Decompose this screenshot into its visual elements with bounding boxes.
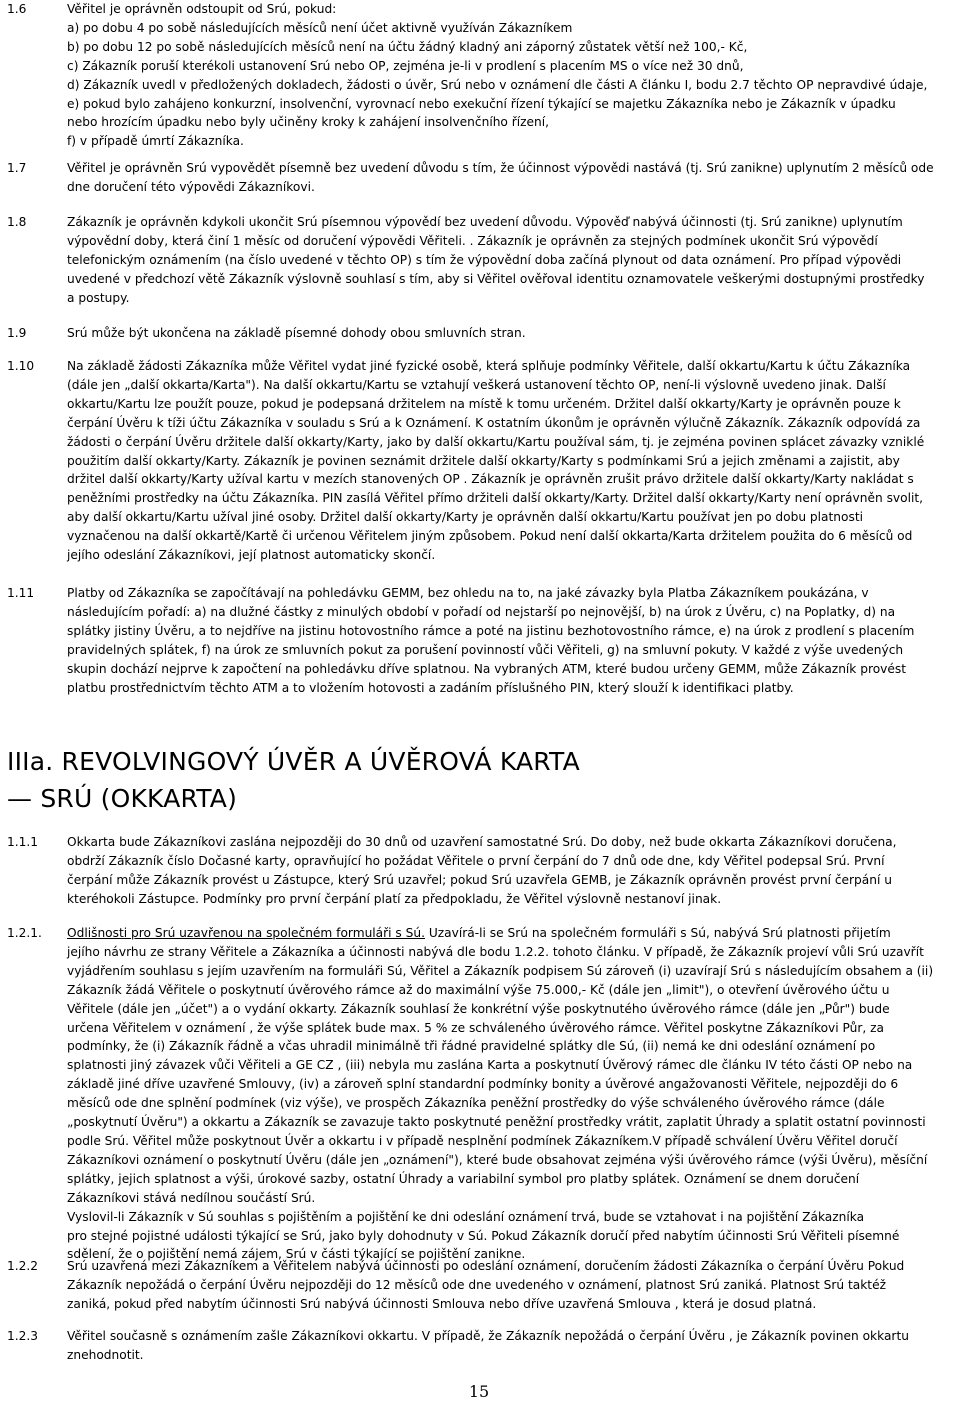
text-line: platbu prostřednictvím těchto ATM a to vložením hotovosti a zadáním příslušného PIN, který slouží k identifikaci platby. xyxy=(67,680,794,695)
text-line: Srú uzavřená mezi Zákazníkem a Věřitelem nabývá účinnosti po odeslání oznámení, doručením žádosti Zákazníka o čerpání Úvěru Pokud xyxy=(67,1259,905,1273)
section-number: 1.9 xyxy=(7,326,27,340)
section-1-2-3 xyxy=(0,1327,958,1365)
text-line: skupin dochází nejprve k započtení na pohledávku dříve splatnou. Na vybraných ATM, které budou určeny GEMM, může Zákazník provést xyxy=(67,661,907,676)
section-number: 1.2.3 xyxy=(7,1329,39,1343)
text-line: měsíců ode dne splnění podmínek (viz výše), ve prospěch Zákazníka peněžní prostředky do výše schváleného úvěrového rámce (dále xyxy=(67,1096,885,1111)
section-1-9 xyxy=(0,324,958,343)
text-line: znehodnotit. xyxy=(67,1347,144,1362)
section-1-2-1 xyxy=(0,924,958,1264)
text-line: podmínky, že (i) Zákazník řádně a včas uhradil minimálně tři řádné pravidelné splátky dle Sú, (ii) nemá ke dni odeslání oznámení po xyxy=(67,1039,876,1054)
text-line: určena Věřitelem v oznámení , že výše splátek bude max. 5 % ze schváleného úvěrového rámce. Věřitel poskytne Zákazníkovi Půr, za xyxy=(67,1020,885,1035)
section-1-2-2 xyxy=(0,1257,958,1314)
text-line: žádosti o čerpání Úvěru držitele další okkarty/Karty, jako by další okkartu/Kartu používal sám, tj. je zejména povinen splácet závazky vzniklé xyxy=(67,434,925,449)
text-line: c) Zákazník poruší kterékoli ustanovení Srú nebo OP, zejména je-li v prodlení s placením MS o více než 30 dnů, xyxy=(67,58,744,73)
text-line: splátky, jejich splatnost a výši, úrokové sazby, ostatní Úhrady a variabilní symbol pro platby splátek. Oznámení se dnem doručení xyxy=(67,1171,860,1186)
section-text xyxy=(67,584,954,697)
text-line: výpovědní doby, která činí 1 měsíc od doručení výpovědi Věřiteli. . Zákazník je oprávněn za stejných podmínek ukončit Srú výpovědí xyxy=(67,233,878,248)
section-text xyxy=(67,0,954,151)
text-line: použitím další okkarty/Karty. Zákazník je povinen seznámit držitele další okkarty/Karty s podmínkami Srú a jejich změnami a zajistit, aby xyxy=(67,453,900,468)
section-heading-line-1: IIIa. REVOLVINGOVÝ ÚVĚR A ÚVĚROVÁ KARTA xyxy=(7,747,580,776)
section-number: 1.8 xyxy=(7,215,27,229)
text-line: Na základě žádosti Zákazníka může Věřitel vydat jiné fyzické osobě, která splňuje podmínky Věřitele, další okkartu/Kartu k účtu Zákazníka xyxy=(67,359,911,373)
text-line: Věřitel je oprávněn odstoupit od Srú, pokud: xyxy=(67,2,337,16)
text-line: Vyslovil-li Zákazník v Sú souhlas s pojištěním a pojištění ke dni odeslání oznámení trvá, bude se vztahovat i na pojištění Zákazníka xyxy=(67,1209,865,1224)
section-text xyxy=(67,1257,954,1314)
text-line: Zákazník je oprávněn kdykoli ukončit Srú písemnou výpovědí bez uvedení důvodu. Výpověď nabývá účinnosti (tj. Srú zanikne) uplynutím xyxy=(67,215,903,229)
text-line: Věřitel současně s oznámením zašle Zákazníkovi okkartu. V případě, že Zákazník nepožádá o čerpání Úvěru , je Zákazník povinen okkartu xyxy=(67,1329,909,1343)
text-line: kteréhokoli Zástupce. Podmínky pro první čerpání platí za předpokladu, že Věřitel výslovně nestanoví jinak. xyxy=(67,891,722,906)
text-line: aby další okkartu/Kartu užíval jiné osoby. Držitel další okkarty/Karty je oprávněn další okkartu/Kartu používat jen po dobu platnosti xyxy=(67,510,863,525)
text-line: následujícím pořadí: a) na dlužné částky z minulých období v pořadí od nejstarší po nejnovější, b) na úrok z Úvěru, c) na Poplatky, d) na xyxy=(67,604,896,619)
text-line: peněžními prostředky na účtu Zákazníka. PIN zasílá Věřitel přímo držiteli další okkarty/Karty. Držitel další okkarty/Karty není oprávněn svolit, xyxy=(67,491,924,506)
section-text xyxy=(67,1327,954,1365)
section-1-1-1 xyxy=(0,833,958,909)
text-line: splatnosti jiný závazek vůči Věřiteli a GE CZ , (iii) nebyla mu zaslána Karta a poskytnutí Úvěrový rámec dle článku IV této části OP nebo na xyxy=(67,1058,913,1073)
text-line: pro stejné pojistné události týkající se Srú, jako byly dohodnuty v Sú. Pokud Zákazník doručí před nabytím účinnosti Srú Věřiteli písemné xyxy=(67,1228,900,1243)
section-heading-line-2: — SRÚ (OKKARTA) xyxy=(7,784,238,813)
text-line: Odlišnosti pro Srú uzavřenou na společném formuláři s Sú. Uzavírá-li se Srú na společném formuláři s Sú, nabývá Srú platnosti přijetím xyxy=(67,926,891,940)
section-text xyxy=(67,833,954,909)
text-line: podle Srú. Věřitel může poskytnout Úvěr a okkartu i v případě nesplnění podmínek Zákazníkem.V případě schválení Úvěru Věřitel doručí xyxy=(67,1133,898,1148)
text-line: zaniká, pokud před nabytím účinnosti Srú nabývá účinnosti Smlouva nebo dříve uzavřená Smlouva , která je dosud platná. xyxy=(67,1296,817,1311)
text-line: jejího návrhu ze strany Věřitele a Zákazníka a účinnosti nabývá dle bodu 1.2.2. tohoto článku. V případě, že Zákazník projeví vůli Srú uzavřít xyxy=(67,944,924,959)
text-line: f) v případě úmrtí Zákazníka. xyxy=(67,134,244,149)
section-number: 1.2.2 xyxy=(7,1259,39,1273)
text-line: b) po dobu 12 po sobě následujících měsíců není na účtu žádný kladný ani záporný zůstatek větší než 100,- Kč, xyxy=(67,39,748,54)
text-line: Zákazník nepožádá o čerpání Úvěru nejpozději do 12 měsíců ode dne uvedeného v oznámení, platnost Srú zaniká. Platnost Srú taktéž xyxy=(67,1277,886,1292)
underlined-heading: Odlišnosti pro Srú uzavřenou na společném formuláři s Sú. xyxy=(67,926,425,940)
section-text xyxy=(67,324,954,343)
text-line: vyjádřením souhlasu s jejím uzavřením na formuláři Sú, Věřitel a Zákazník podpisem Sú zároveň (i) uzavírají Srú s následujícím obsahem a (ii) xyxy=(67,963,934,978)
text-line: „poskytnutí Úvěru") a okkartu a Zákazník se zavazuje takto poskytnuté peněžní prostředky vrátit, zaplatit Úhrady a splatit ostatní povinnosti xyxy=(67,1115,926,1130)
text-line: držitel další okkarty/Karty užíval kartu v mezích stanovených OP . Zákazník je oprávněn zrušit právo držitele další okkarty/Karty nakládat s xyxy=(67,472,914,487)
text-line: Věřitele (dále jen „účet") a o vydání okkarty. Zákazník souhlasí že konkrétní výše poskytnutého úvěrového rámce (dále jen „Půr") bude xyxy=(67,1001,890,1016)
section-number: 1.10 xyxy=(7,359,35,373)
section-1-11 xyxy=(0,584,958,697)
text-line: nebo hrozícím úpadku nebo byly učiněny kroky k zahájení insolvenčního řízení, xyxy=(67,115,550,130)
text-line: okkartu/Kartu lze použít pouze, pokud je podepsaná držitelem na místě k tomu určeném. Držitel další okkarty/Karty je oprávněn pouze k xyxy=(67,396,901,411)
text-line: vyznačenou na další okkartě/Kartě či určenou Věřitelem jiným způsobem. Pokud není další okkarta/Karta držitelem použita do 6 měsíců od xyxy=(67,529,913,544)
text-line: pravidelných splátek, f) na úrok ze smluvních pokut za porušení povinností vůči Věřiteli, g) na smluvní pokuty. V každé z výše uvedených xyxy=(67,642,904,657)
text-line: telefonickým oznámením (na číslo uvedené v těchto OP) s tím že výpovědní doba začíná plynout od data oznámení. Pro případ výpovědi xyxy=(67,252,902,267)
text-line: čerpání Úvěru k tíži účtu Zákazníka v souladu s Srú a k Oznámení. K ostatním úkonům je oprávněn výlučně Zákazník. Zákazník odpovídá za xyxy=(67,415,921,430)
section-1-7 xyxy=(0,159,958,197)
section-text xyxy=(67,357,954,565)
text-line: Věřitel je oprávněn Srú vypovědět písemně bez uvedení důvodu s tím, že účinnost výpovědi nastává (tj. Srú zanikne) uplynutím 2 měsíců ode xyxy=(67,161,934,175)
text-line: Zákazníkovi oznámení o poskytnutí Úvěru (dále jen „oznámení"), které bude obsahovat zejména výši úvěrového rámce (výši Úvěru), měsíční xyxy=(67,1152,928,1167)
text-line: (dále jen „další okkarta/Karta"). Na další okkartu/Kartu se vztahují veškerá ustanovení těchto OP, není-li výslovně uvedeno jinak. Další xyxy=(67,377,886,392)
text-line: Zákazníkovi stává nedílnou součástí Srú. xyxy=(67,1190,316,1205)
section-text xyxy=(67,159,954,197)
text-line: a) po dobu 4 po sobě následujících měsíců není účet aktivně využíván Zákazníkem xyxy=(67,20,573,35)
section-number: 1.6 xyxy=(7,2,27,16)
section-number: 1.11 xyxy=(7,586,35,600)
text-line: e) pokud bylo zahájeno konkurzní, insolvenční, vyrovnací nebo exekuční řízení týkající se majetku Zákazníka nebo je Zákazník v úpadku xyxy=(67,96,896,111)
text-line: a postupy. xyxy=(67,290,130,305)
text-line: Okkarta bude Zákazníkovi zaslána nejpozději do 30 dnů od uzavření samostatné Srú. Do doby, než bude okkarta Zákazníkovi doručena, xyxy=(67,835,897,849)
text-line: Srú může být ukončena na základě písemné dohody obou smluvních stran. xyxy=(67,326,526,340)
text-line: uvedené v předchozí větě Zákazník výslovně souhlasí s tím, aby si Věřitel ověřoval identitu oznamovatele veškerými dostupnými prostředky xyxy=(67,271,925,286)
text-line: jejího odeslání Zákazníkovi, její platnost automaticky skončí. xyxy=(67,548,436,563)
section-text xyxy=(67,924,954,1264)
section-1-8 xyxy=(0,213,958,308)
section-1-6 xyxy=(0,0,958,151)
text-line: Zákazník žádá Věřitele o poskytnutí úvěrového rámce až do maximální výše 75.000,- Kč (dále jen „limit"), o otevření úvěrového účtu u xyxy=(67,982,890,997)
text-line: d) Zákazník uvedl v předložených dokladech, žádosti o úvěr, Srú nebo v oznámení dle části A článku I, bodu 2.7 těchto OP nepravdivé údaje, xyxy=(67,77,928,92)
section-1-10 xyxy=(0,357,958,565)
text-line: sdělení, že o pojištění nemá zájem, Srú v části týkající se pojištění zanikne. xyxy=(67,1247,526,1262)
section-number: 1.7 xyxy=(7,161,27,175)
section-number: 1.1.1 xyxy=(7,835,39,849)
section-text xyxy=(67,213,954,308)
section-number: 1.2.1. xyxy=(7,926,42,940)
text-line: Platby od Zákazníka se započítávají na pohledávku GEMM, bez ohledu na to, na jaké závazky byla Platba Zákazníkem poukázána, v xyxy=(67,586,869,600)
page-number: 15 xyxy=(468,1382,490,1401)
text-line: čerpání může Zákazník provést u Zástupce, který Srú uzavřel; pokud Srú uzavřela GEMB, je Zákazník oprávněn provést první čerpání u xyxy=(67,872,892,887)
text-line: splátky jistiny Úvěru, a to nejdříve na jistinu hotovostního rámce a poté na jistinu bezhotovostního rámce, e) na úrok z prodlení s placením xyxy=(67,623,915,638)
text-line: obdrží Zákazník číslo Dočasné karty, opravňující ho požádat Věřitele o první čerpání do 7 dnů ode dne, kdy Věřitel podepsal Srú. První xyxy=(67,853,885,868)
text-line: základě jiné dříve uzavřené Smlouvy, (iv) a zároveň splní standardní podmínky bonity a úvěrové angažovanosti Věřitele, nejpozději do 6 xyxy=(67,1077,899,1092)
text-line: dne doručení této výpovědi Zákazníkovi. xyxy=(67,179,315,194)
